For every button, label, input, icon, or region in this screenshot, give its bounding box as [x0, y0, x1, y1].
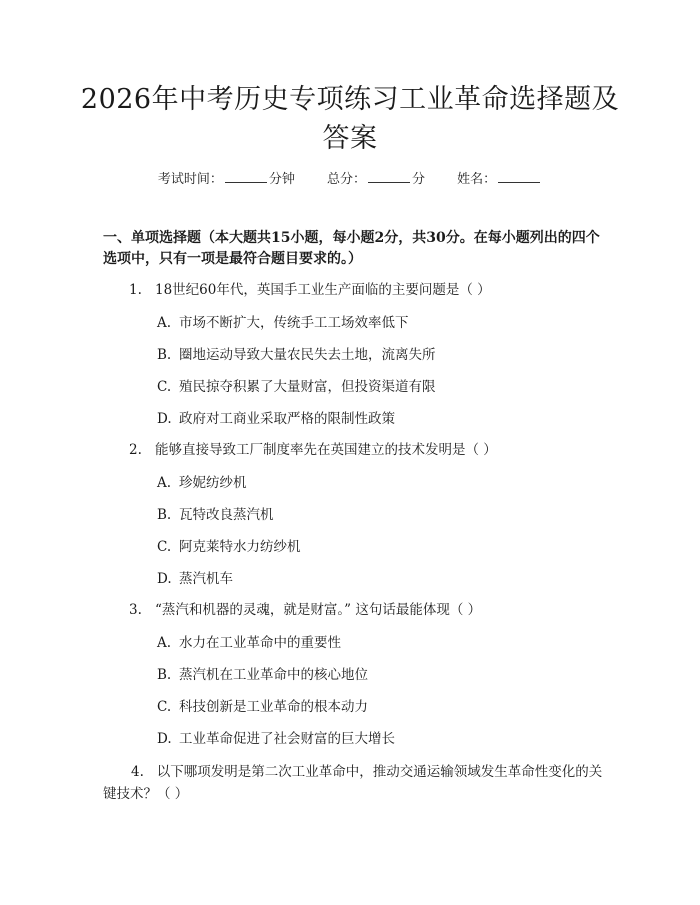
total-score-label: 总分： [326, 172, 366, 187]
option-letter: C. [157, 699, 172, 715]
option-text: 科技创新是工业革命的根本动力 [179, 699, 368, 715]
question-2-option-d [157, 569, 607, 589]
exam-time-field [158, 168, 295, 187]
option-letter: A. [157, 475, 172, 491]
exam-time-blank [225, 170, 267, 183]
option-text: 珍妮纺纱机 [179, 475, 247, 491]
question-2-option-a [157, 473, 607, 493]
option-text: 瓦特改良蒸汽机 [179, 507, 274, 523]
question-number: 4. [131, 764, 144, 780]
question-3-option-a [157, 633, 607, 653]
exam-time-unit: 分钟 [268, 172, 295, 187]
option-text: 工业革命促进了社会财富的巨大增长 [179, 731, 395, 747]
document-title [70, 80, 630, 158]
option-text: 政府对工商业采取严格的限制性政策 [179, 411, 395, 427]
question-1-option-c [157, 377, 607, 397]
title-line-2: 答案 [322, 123, 378, 154]
option-letter: A. [157, 635, 172, 651]
question-3-option-b [157, 665, 607, 685]
question-number: 2. [129, 442, 142, 458]
option-letter: B. [157, 667, 172, 683]
option-text: 蒸汽机车 [179, 571, 233, 587]
section-heading: 一、单项选择题（本大题共15小题，每小题2分，共30分。在每小题列出的四个选项中，只有一项是最符合题目要求的。） [103, 230, 600, 267]
option-text: 水力在工业革命中的重要性 [179, 635, 341, 651]
option-text: 圈地运动导致大量农民失去土地，流离失所 [179, 347, 436, 363]
question-1-option-a [157, 313, 607, 333]
option-letter: D. [157, 731, 172, 747]
option-letter: D. [157, 571, 172, 587]
question-1-option-d [157, 409, 607, 429]
question-3-option-c [157, 697, 607, 717]
option-text: 殖民掠夺积累了大量财富，但投资渠道有限 [179, 379, 436, 395]
question-1 [103, 279, 608, 301]
student-name-blank [498, 170, 540, 183]
total-score-field [327, 168, 425, 187]
question-2-option-c [157, 537, 607, 557]
question-4 [103, 761, 608, 805]
option-letter: B. [157, 507, 172, 523]
option-letter: C. [157, 539, 172, 555]
option-text: 蒸汽机在工业革命中的核心地位 [179, 667, 368, 683]
option-letter: B. [157, 347, 172, 363]
question-3 [103, 599, 608, 621]
question-number: 1. [129, 282, 142, 298]
option-text: 阿克莱特水力纺纱机 [179, 539, 301, 555]
option-letter: C. [157, 379, 172, 395]
student-name-field [457, 168, 542, 187]
option-letter: D. [157, 411, 172, 427]
question-2 [103, 439, 608, 461]
exam-time-label: 考试时间： [157, 172, 223, 187]
question-text: 能够直接导致工厂制度率先在英国建立的技术发明是（ ） [155, 442, 497, 458]
question-number: 3. [129, 602, 142, 618]
question-text: 以下哪项发明是第二次工业革命中，推动交通运输领域发生革命性变化的关键技术？（ ） [103, 764, 603, 802]
option-letter: A. [157, 315, 172, 331]
question-1-option-b [157, 345, 607, 365]
title-line-1: 2026年中考历史专项练习工业革命选择题及 [80, 84, 620, 115]
question-text: 18世纪60年代，英国手工业生产面临的主要问题是（ ） [155, 282, 491, 298]
student-name-label: 姓名： [457, 172, 497, 187]
option-text: 市场不断扩大，传统手工工场效率低下 [179, 315, 409, 331]
total-score-blank [368, 170, 410, 183]
question-text: “蒸汽和机器的灵魂，就是财富。” 这句话最能体现（ ） [155, 602, 482, 618]
total-score-unit: 分 [412, 172, 426, 187]
exam-meta [0, 168, 700, 187]
question-3-option-d [157, 729, 607, 749]
question-2-option-b [157, 505, 607, 525]
